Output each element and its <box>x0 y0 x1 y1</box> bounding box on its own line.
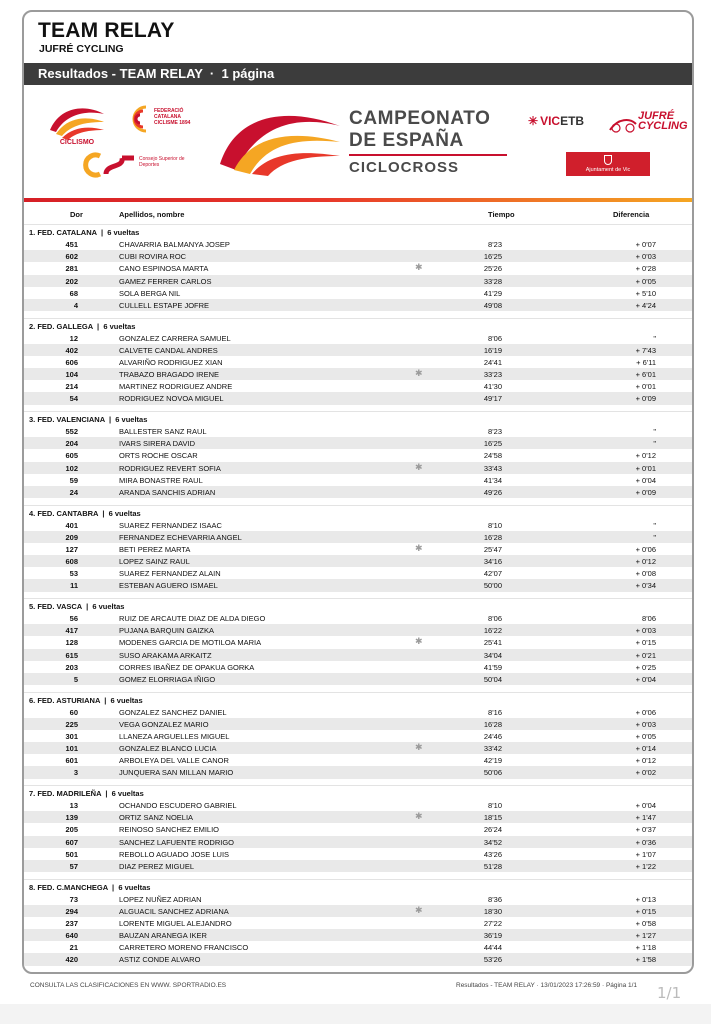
table-row <box>24 437 692 449</box>
rider-name: CUBI ROVIRA ROC <box>119 252 187 262</box>
rider-difference: + 6'01 <box>635 370 656 380</box>
table-row <box>24 356 692 368</box>
rider-time: 8'06 <box>488 614 502 623</box>
rider-time: 50'06 <box>483 768 502 778</box>
rider-time: 34'04 <box>483 650 502 660</box>
rider-time: 8'23 <box>488 240 502 249</box>
rider-dorsal: 225 <box>65 719 78 729</box>
rider-difference: + 0'12 <box>635 451 656 461</box>
table-row <box>24 860 692 872</box>
rider-name: BALLESTER SANZ RAUL <box>119 427 207 436</box>
rider-dorsal: 3 <box>73 768 78 778</box>
rider-dorsal: 4 <box>73 300 78 310</box>
rider-name: ORTIZ SANZ NOELIA <box>119 813 194 823</box>
rider-dorsal: 59 <box>69 475 78 485</box>
rider-name: ARBOLEYA DEL VALLE CANOR <box>119 756 229 766</box>
rider-time: 8'06 <box>488 333 502 343</box>
table-row <box>24 706 692 718</box>
column-header-dor: Dor <box>70 210 83 219</box>
rider-dorsal: 602 <box>65 252 78 262</box>
rider-name: ALVARIÑO RODRIGUEZ XIAN <box>119 357 223 367</box>
rider-name: LOPEZ SAINZ RAUL <box>119 557 190 567</box>
team-header: 4. FED. CANTABRA | 6 vueltas <box>24 505 692 519</box>
rider-dorsal: 205 <box>65 825 78 835</box>
female-rider-star-icon: ✱ <box>415 542 423 553</box>
rider-name: VEGA GONZALEZ MARIO <box>119 719 209 729</box>
table-row <box>24 661 692 673</box>
rider-time: 8'23 <box>488 427 502 436</box>
table-row <box>24 742 692 754</box>
rider-time: 24'58 <box>483 451 502 461</box>
team-block <box>24 505 692 599</box>
table-row <box>24 941 692 953</box>
rider-dorsal: 5 <box>73 674 78 684</box>
rider-difference: + 0'15 <box>635 638 656 648</box>
table-row <box>24 299 692 311</box>
rider-time: 24'41 <box>483 357 502 367</box>
rider-difference: + 0'13 <box>635 894 656 904</box>
rider-difference: + 0'21 <box>635 650 656 660</box>
rider-name: PUJANA BARQUIN GAIZKA <box>119 626 215 636</box>
rider-time: 16'25 <box>483 439 502 449</box>
rider-name: ORTS ROCHE OSCAR <box>119 451 198 461</box>
rider-difference: + 1'58 <box>635 955 656 965</box>
table-row <box>24 811 692 823</box>
rider-name: MIRA BONASTRE RAUL <box>119 475 203 485</box>
table-row <box>24 332 692 344</box>
rider-name: GOMEZ ELORRIAGA IÑIGO <box>119 674 216 684</box>
rider-difference: + 0'06 <box>635 544 656 554</box>
fcc-logo-text: FEDERACIÓ CATALANA CICLISME 1894 <box>154 108 191 126</box>
rider-dorsal: 417 <box>65 626 78 636</box>
rider-dorsal: 68 <box>69 288 78 298</box>
column-header-diff: Diferencia <box>613 210 650 219</box>
female-rider-star-icon: ✱ <box>415 904 423 915</box>
rider-name: JUNQUERA SAN MILLAN MARIO <box>119 768 234 778</box>
rider-time: 25'26 <box>483 264 502 274</box>
rider-time: 33'28 <box>483 276 502 286</box>
rider-dorsal: 12 <box>69 333 78 343</box>
footer-timestamp: Resultados - TEAM RELAY · 13/01/2023 17:26:59 · Página 1/1 <box>456 982 638 989</box>
csd-logo-text: Consejo Superior de Deportes <box>139 156 185 168</box>
rider-difference: + 0'06 <box>635 707 656 717</box>
table-row <box>24 893 692 905</box>
table-row <box>24 474 692 486</box>
rider-time: 25'41 <box>483 638 502 648</box>
rider-name: SUSO ARAKAMA ARKAITZ <box>119 650 212 660</box>
rider-difference: + 1'27 <box>635 931 656 941</box>
rider-difference: + 0'05 <box>635 731 656 741</box>
rider-time: 51'28 <box>483 861 502 871</box>
rider-difference: + 0'36 <box>635 837 656 847</box>
rider-name: MARTINEZ RODRIGUEZ ANDRE <box>119 382 233 392</box>
rider-difference: + 4'24 <box>635 300 656 310</box>
rider-time: 41'59 <box>483 662 502 672</box>
rider-time: 16'28 <box>483 532 502 542</box>
rider-difference: + 1'07 <box>635 849 656 859</box>
rider-name: REBOLLO AGUADO JOSE LUIS <box>119 849 230 859</box>
rider-name: DIAZ PEREZ MIGUEL <box>119 861 195 871</box>
rider-difference: + 0'04 <box>635 801 656 810</box>
rider-dorsal: 73 <box>69 894 78 904</box>
rider-dorsal: 53 <box>69 569 78 579</box>
table-row <box>24 823 692 835</box>
table-row <box>24 287 692 299</box>
female-rider-star-icon: ✱ <box>415 262 423 273</box>
team-block <box>24 411 692 505</box>
rider-difference: + 6'11 <box>636 357 656 367</box>
rider-time: 44'44 <box>483 943 502 953</box>
table-row <box>24 486 692 498</box>
table-row <box>24 718 692 730</box>
rider-time: 41'34 <box>483 475 502 485</box>
rider-name: BAUZAN ARANEGA IKER <box>119 931 207 941</box>
rider-time: 36'19 <box>483 931 502 941</box>
rider-difference: + 0'03 <box>635 719 656 729</box>
rider-name: CARRETERO MORENO FRANCISCO <box>119 943 249 953</box>
rider-difference: + 0'58 <box>635 918 656 928</box>
championship-rule <box>349 154 507 156</box>
rider-name: CHAVARRIA BALMANYA JOSEP <box>119 240 230 249</box>
rider-dorsal: 57 <box>69 861 78 871</box>
rider-name: CANO ESPINOSA MARTA <box>119 264 209 274</box>
table-row <box>24 567 692 579</box>
rider-dorsal: 501 <box>65 849 78 859</box>
rider-difference: + 1'22 <box>635 861 656 871</box>
rider-difference: + 0'02 <box>635 768 656 778</box>
rider-name: ALGUACIL SANCHEZ ADRIANA <box>119 906 229 916</box>
championship-banner <box>24 90 692 202</box>
championship-title-line2: DE ESPAÑA <box>349 130 464 151</box>
rider-time: 43'26 <box>483 849 502 859</box>
rider-time: 8'10 <box>488 520 502 530</box>
rider-name: SUAREZ FERNANDEZ ISAAC <box>119 520 222 530</box>
rider-difference: + 0'04 <box>635 475 656 485</box>
table-row <box>24 624 692 636</box>
female-rider-star-icon: ✱ <box>415 368 423 379</box>
rider-time: 34'52 <box>483 837 502 847</box>
rider-dorsal: 128 <box>65 638 78 648</box>
team-block <box>24 224 692 318</box>
rider-time: 8'10 <box>488 801 502 810</box>
csd-logo-icon <box>78 150 136 180</box>
team-block <box>24 598 692 692</box>
rider-difference: + 0'03 <box>635 252 656 262</box>
rider-dorsal: 56 <box>69 614 78 623</box>
rider-difference: + 0'12 <box>635 557 656 567</box>
rider-dorsal: 203 <box>65 662 78 672</box>
rider-dorsal: 615 <box>65 650 78 660</box>
rider-dorsal: 202 <box>65 276 78 286</box>
championship-title-line1: CAMPEONATO <box>349 108 491 129</box>
rider-time: 8'36 <box>488 894 502 904</box>
table-row <box>24 579 692 591</box>
rider-time: 49'17 <box>483 394 502 404</box>
rider-dorsal: 294 <box>65 906 78 916</box>
rider-difference: + 0'12 <box>635 756 656 766</box>
rider-difference: " <box>653 439 656 449</box>
rider-name: GONZALEZ CARRERA SAMUEL <box>119 333 231 343</box>
female-rider-star-icon: ✱ <box>415 742 423 753</box>
rider-difference: + 0'07 <box>635 240 656 249</box>
table-row <box>24 380 692 392</box>
rider-time: 16'19 <box>483 345 502 355</box>
rider-time: 49'08 <box>483 300 502 310</box>
rider-difference: + 0'09 <box>635 487 656 497</box>
banner-stripe <box>24 198 692 202</box>
rider-time: 24'46 <box>483 731 502 741</box>
rider-name: TRABAZO BRAGADO IRENE <box>119 370 220 380</box>
rider-name: FERNANDEZ ECHEVARRIA ANGEL <box>119 532 242 542</box>
rider-time: 50'00 <box>483 581 502 591</box>
rider-name: CULLELL ESTAPE JOFRE <box>119 300 210 310</box>
rider-name: RUIZ DE ARCAUTE DIAZ DE ALDA DIEGO <box>119 614 266 623</box>
rider-name: RODRIGUEZ REVERT SOFIA <box>119 463 221 473</box>
table-row <box>24 462 692 474</box>
table-row <box>24 730 692 742</box>
table-row <box>24 905 692 917</box>
table-row <box>24 425 692 437</box>
rider-name: SANCHEZ LAFUENTE RODRIGO <box>119 837 235 847</box>
rider-dorsal: 608 <box>65 557 78 567</box>
rider-dorsal: 402 <box>65 345 78 355</box>
rider-difference: " <box>653 427 656 436</box>
team-header: 2. FED. GALLEGA | 6 vueltas <box>24 318 692 332</box>
rider-name: REINOSO SANCHEZ EMILIO <box>119 825 220 835</box>
rider-dorsal: 11 <box>70 581 78 591</box>
fcc-logo-icon <box>124 103 152 135</box>
table-row <box>24 449 692 461</box>
rfec-logo-icon <box>46 102 108 142</box>
rider-dorsal: 127 <box>65 544 78 554</box>
table-row <box>24 519 692 531</box>
page-indicator: 1/1 <box>657 984 682 1002</box>
rider-name: BETI PEREZ MARTA <box>119 544 191 554</box>
viewer-bottom-strip <box>0 1004 711 1024</box>
rider-dorsal: 401 <box>65 520 78 530</box>
rider-time: 26'24 <box>483 825 502 835</box>
rider-dorsal: 101 <box>65 744 78 754</box>
jufre-cycling-logo-text: JUFRÉ CYCLING <box>638 110 688 132</box>
team-block <box>24 785 692 879</box>
rider-time: 27'22 <box>483 918 502 928</box>
table-row <box>24 531 692 543</box>
female-rider-star-icon: ✱ <box>415 461 423 472</box>
rider-time: 16'22 <box>483 626 502 636</box>
rider-name: SOLA BERGA NIL <box>119 288 181 298</box>
team-header: 7. FED. MADRILEÑA | 6 vueltas <box>24 785 692 799</box>
team-block <box>24 318 692 412</box>
female-rider-star-icon: ✱ <box>415 636 423 647</box>
table-row <box>24 799 692 811</box>
table-row <box>24 555 692 567</box>
rider-time: 49'26 <box>483 487 502 497</box>
rider-difference: + 0'04 <box>635 674 656 684</box>
rider-difference: + 0'08 <box>635 569 656 579</box>
rider-difference: " <box>653 333 656 343</box>
table-row <box>24 392 692 404</box>
table-row <box>24 262 692 274</box>
rider-difference: + 0'15 <box>635 906 656 916</box>
table-row <box>24 953 692 965</box>
rider-difference: + 5'10 <box>635 288 656 298</box>
footer-website: CONSULTA LAS CLASIFICACIONES EN WWW. SPORTRADIO.ES <box>30 982 227 989</box>
rider-difference: + 0'01 <box>635 463 656 473</box>
team-block <box>24 692 692 786</box>
rider-dorsal: 54 <box>69 394 78 404</box>
rider-difference: + 0'37 <box>635 825 656 835</box>
rider-time: 18'15 <box>483 813 502 823</box>
rider-difference: + 1'47 <box>635 813 656 823</box>
vic-crest-icon <box>604 155 612 165</box>
rider-name: SUAREZ FERNANDEZ ALAIN <box>119 569 221 579</box>
column-header-name: Apellidos, nombre <box>119 210 185 219</box>
rider-time: 25'47 <box>483 544 502 554</box>
rider-difference: + 0'14 <box>635 744 656 754</box>
table-row <box>24 836 692 848</box>
rider-name: CALVETE CANDAL ANDRES <box>119 345 218 355</box>
table-row <box>24 250 692 262</box>
rider-difference: + 0'05 <box>635 276 656 286</box>
rider-difference: + 0'03 <box>635 626 656 636</box>
rider-dorsal: 204 <box>65 439 78 449</box>
results-table <box>24 224 692 972</box>
ajuntament-vic-logo: Ajuntament de Vic <box>566 152 650 176</box>
table-row <box>24 344 692 356</box>
rider-time: 53'26 <box>483 955 502 965</box>
rider-difference: + 0'34 <box>635 581 656 591</box>
rider-dorsal: 214 <box>65 382 78 392</box>
rider-dorsal: 281 <box>65 264 78 274</box>
rider-difference: + 0'25 <box>635 662 656 672</box>
table-row <box>24 368 692 380</box>
rider-dorsal: 601 <box>65 756 78 766</box>
team-header: 6. FED. ASTURIANA | 6 vueltas <box>24 692 692 706</box>
rider-name: LOPEZ NUÑEZ ADRIAN <box>119 894 202 904</box>
team-header: 3. FED. VALENCIANA | 6 vueltas <box>24 411 692 425</box>
table-row <box>24 275 692 287</box>
rider-difference: 8'06 <box>642 614 656 623</box>
rider-difference: + 0'09 <box>635 394 656 404</box>
rider-name: RODRIGUEZ NOVOA MIGUEL <box>119 394 224 404</box>
team-header: 1. FED. CATALANA | 6 vueltas <box>24 224 692 238</box>
rider-name: LLANEZA ARGUELLES MIGUEL <box>119 731 230 741</box>
rider-time: 34'16 <box>483 557 502 567</box>
table-row <box>24 612 692 624</box>
rider-name: GONZALEZ BLANCO LUCIA <box>119 744 217 754</box>
rider-difference: " <box>653 532 656 542</box>
table-row <box>24 917 692 929</box>
rider-name: GAMEZ FERRER CARLOS <box>119 276 212 286</box>
rider-difference: + 0'01 <box>635 382 656 392</box>
rider-difference: + 7'43 <box>635 345 656 355</box>
team-header: 5. FED. VASCA | 6 vueltas <box>24 598 692 612</box>
rider-dorsal: 451 <box>65 240 78 249</box>
rider-difference: + 0'28 <box>635 264 656 274</box>
rider-dorsal: 640 <box>65 931 78 941</box>
results-document <box>22 10 694 974</box>
table-row <box>24 754 692 766</box>
rider-time: 33'23 <box>483 370 502 380</box>
rider-dorsal: 102 <box>65 463 78 473</box>
rider-time: 16'25 <box>483 252 502 262</box>
rider-dorsal: 420 <box>65 955 78 965</box>
table-row <box>24 543 692 555</box>
rider-difference: + 1'18 <box>635 943 656 953</box>
rider-dorsal: 60 <box>69 707 78 717</box>
rider-dorsal: 209 <box>65 532 78 542</box>
rfec-logo-text: CICLISMO <box>59 139 95 146</box>
table-row <box>24 766 692 778</box>
rider-name: ARANDA SANCHIS ADRIAN <box>119 487 216 497</box>
rider-dorsal: 552 <box>65 427 78 436</box>
female-rider-star-icon: ✱ <box>415 811 423 822</box>
rider-time: 42'07 <box>483 569 502 579</box>
rider-dorsal: 606 <box>65 357 78 367</box>
rider-name: MODENES GARCIA DE MOTILOA MARIA <box>119 638 262 648</box>
rider-time: 41'30 <box>483 382 502 392</box>
rider-dorsal: 13 <box>69 801 78 810</box>
rider-time: 16'28 <box>483 719 502 729</box>
rider-dorsal: 237 <box>65 918 78 928</box>
team-block <box>24 879 692 973</box>
rider-time: 33'42 <box>483 744 502 754</box>
rider-time: 41'29 <box>483 288 502 298</box>
rider-dorsal: 21 <box>69 943 78 953</box>
rider-time: 8'16 <box>488 707 502 717</box>
rider-time: 50'04 <box>483 674 502 684</box>
rider-name: OCHANDO ESCUDERO GABRIEL <box>119 801 237 810</box>
rider-difference: " <box>653 520 656 530</box>
championship-title-line3: CICLOCROSS <box>349 159 460 176</box>
vic-star-icon: ✳ <box>528 114 539 128</box>
table-row <box>24 636 692 648</box>
rider-dorsal: 24 <box>69 487 78 497</box>
document-title: TEAM RELAY <box>38 19 175 42</box>
championship-swirl-icon <box>216 104 344 176</box>
rider-time: 42'19 <box>483 756 502 766</box>
rider-name: ESTEBAN AGUERO ISMAEL <box>119 581 218 591</box>
rider-name: IVARS SIRERA DAVID <box>119 439 195 449</box>
rider-name: GONZALEZ SANCHEZ DANIEL <box>119 707 227 717</box>
rider-dorsal: 605 <box>65 451 78 461</box>
rider-dorsal: 301 <box>65 731 78 741</box>
rider-dorsal: 139 <box>65 813 78 823</box>
results-bar: Resultados - TEAM RELAY · 1 página <box>24 63 692 85</box>
rider-time: 33'43 <box>483 463 502 473</box>
document-subtitle: JUFRÉ CYCLING <box>39 43 124 55</box>
column-header-time: Tiempo <box>488 210 515 219</box>
vic-etb-logo: ✳ VICETB <box>528 114 585 128</box>
team-header: 8. FED. C.MANCHEGA | 6 vueltas <box>24 879 692 893</box>
table-row <box>24 673 692 685</box>
table-row <box>24 848 692 860</box>
table-row <box>24 929 692 941</box>
rider-name: CORRES IBAÑEZ DE OPAKUA GORKA <box>119 662 255 672</box>
rider-name: ASTIZ CONDE ALVARO <box>119 955 201 965</box>
table-row <box>24 649 692 661</box>
rider-time: 18'30 <box>483 906 502 916</box>
rider-name: LORENTE MIGUEL ALEJANDRO <box>119 918 232 928</box>
table-row <box>24 238 692 250</box>
rider-dorsal: 104 <box>65 370 78 380</box>
rider-dorsal: 607 <box>65 837 78 847</box>
